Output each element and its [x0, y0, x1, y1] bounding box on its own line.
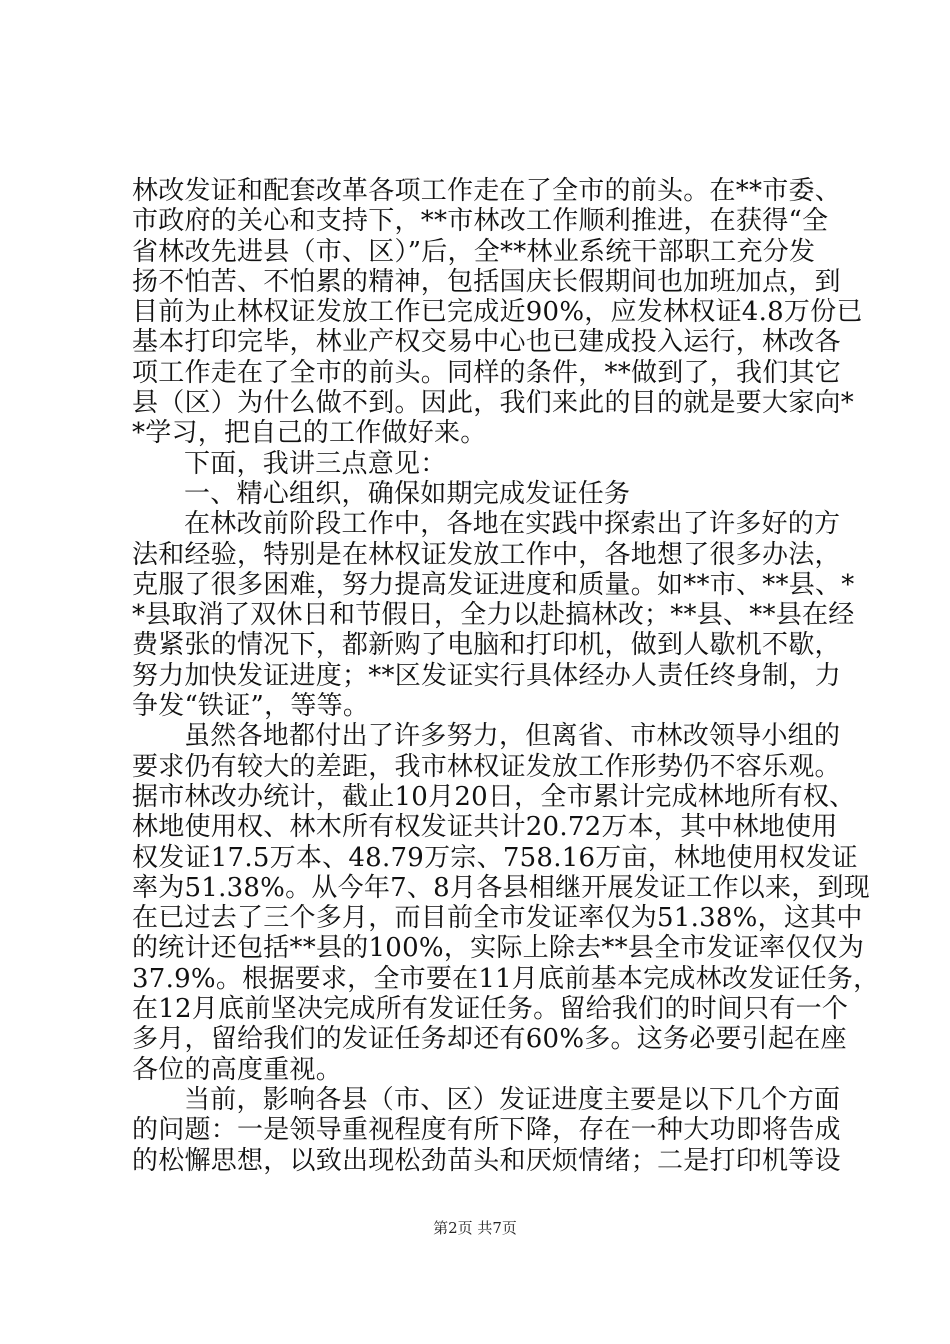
- paragraph-start-line: 下面，我讲三点意见：: [184, 448, 447, 479]
- text-line: 项工作走在了全市的前头。同样的条件，**做到了，我们其它: [132, 357, 842, 388]
- text-line: 法和经验，特别是在林权证发放工作中，各地想了很多办法，: [132, 539, 841, 570]
- paragraph-start-line: 虽然各地都付出了许多努力，但离省、市林改领导小组的: [184, 721, 841, 752]
- text-line: 要求仍有较大的差距，我市林权证发放工作形势仍不容乐观。: [132, 751, 841, 782]
- text-line: 争发“铁证”，等等。: [132, 691, 370, 722]
- text-line: 基本打印完毕，林业产权交易中心也已建成投入运行，林改各: [132, 327, 841, 358]
- text-line: 克服了很多困难，努力提高发证进度和质量。如**市、**县、*: [132, 569, 855, 600]
- text-line: *学习，把自己的工作做好来。: [132, 418, 487, 449]
- text-line: 扬不怕苦、不怕累的精神，包括国庆长假期间也加班加点，到: [132, 266, 841, 297]
- text-line: 权发证17.5万本、48.79万宗、758.16万亩，林地使用权发证: [132, 842, 858, 873]
- text-line: 37.9%。根据要求，全市要在11月底前基本完成林改发证任务，: [132, 963, 880, 994]
- paragraph-start-line: 当前，影响各县（市、区）发证进度主要是以下几个方面: [184, 1084, 841, 1115]
- text-line: 各位的高度重视。: [132, 1054, 343, 1085]
- page-number-footer: 第2页 共7页: [433, 1219, 517, 1237]
- text-line: 县（区）为什么做不到。因此，我们来此的目的就是要大家向*: [132, 388, 855, 419]
- document-body: [132, 176, 880, 1176]
- text-line: 的松懈思想，以致出现松劲苗头和厌烦情绪；二是打印机等设: [132, 1145, 841, 1176]
- text-line: 率为51.38%。从今年7、8月各县相继开展发证工作以来，到现: [132, 872, 870, 903]
- text-line: 费紧张的情况下，都新购了电脑和打印机，做到人歇机不歇，: [132, 630, 841, 661]
- section-heading: 一、精心组织，确保如期完成发证任务: [184, 478, 631, 509]
- text-line: 市政府的关心和支持下，**市林改工作顺利推进，在获得“全: [132, 206, 829, 237]
- text-line: 据市林改办统计，截止10月20日，全市累计完成林地所有权、: [132, 781, 856, 812]
- text-line: 林地使用权、林木所有权发证共计20.72万本，其中林地使用: [132, 812, 838, 843]
- text-line: 的问题：一是领导重视程度有所下降，存在一种大功即将告成: [132, 1115, 841, 1146]
- text-line: 林改发证和配套改革各项工作走在了全市的前头。在**市委、: [132, 176, 842, 206]
- text-line: 目前为止林权证发放工作已完成近90%，应发林权证4.8万份已: [132, 297, 863, 328]
- text-line: 省林改先进县（市、区）”后，全**林业系统干部职工充分发: [132, 236, 816, 267]
- text-line: 的统计还包括**县的100%，实际上除去**县全市发证率仅仅为: [132, 933, 865, 964]
- text-line: 多月，留给我们的发证任务却还有60%多。这务必要引起在座: [132, 1024, 847, 1055]
- text-line: 努力加快发证进度；**区发证实行具体经办人责任终身制，力: [132, 660, 842, 691]
- paragraph-start-line: 在林改前阶段工作中，各地在实践中探索出了许多好的方: [184, 509, 841, 540]
- text-line: *县取消了双休日和节假日，全力以赴搞林改；**县、**县在经: [132, 600, 855, 631]
- text-line: 在已过去了三个多月，而目前全市发证率仅为51.38%，这其中: [132, 903, 863, 934]
- text-line: 在12月底前坚决完成所有发证任务。留给我们的时间只有一个: [132, 994, 849, 1025]
